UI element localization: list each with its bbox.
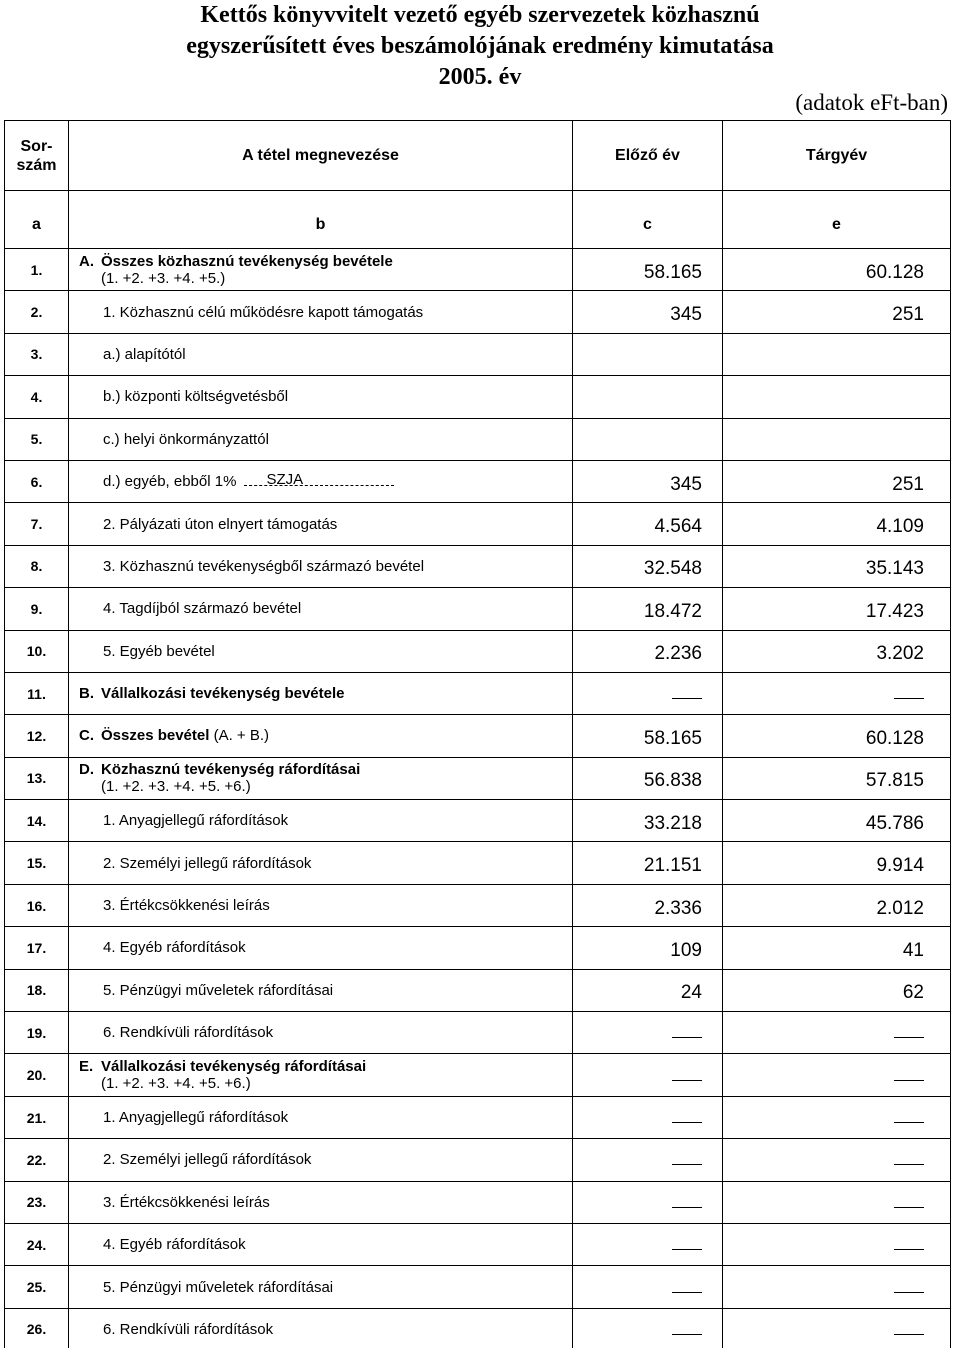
row-number: 16. — [5, 884, 69, 926]
previous-year-value — [573, 1096, 723, 1138]
table-row — [5, 969, 951, 1011]
row-label: Összes bevétel — [101, 727, 210, 745]
row-label-cell — [69, 1139, 573, 1181]
row-number: 20. — [5, 1054, 69, 1096]
section-letter: C. — [79, 727, 94, 745]
row-label-cell — [69, 1223, 573, 1265]
row-label: c.) helyi önkormányzattól — [103, 430, 269, 448]
dash-value — [672, 1249, 702, 1250]
row-number: 5. — [5, 418, 69, 460]
row-number: 19. — [5, 1012, 69, 1054]
current-year-value: 60.128 — [723, 249, 951, 291]
dash-value — [894, 1207, 924, 1208]
previous-year-value — [573, 1054, 723, 1096]
row-label: a.) alapítótól — [103, 345, 186, 363]
table-row — [5, 757, 951, 799]
row-label-cell — [69, 800, 573, 842]
dash-value — [894, 1080, 924, 1081]
current-year-value — [723, 333, 951, 375]
row-label-cell — [69, 588, 573, 630]
table-row — [5, 249, 951, 291]
table-row — [5, 1308, 951, 1348]
current-year-value — [723, 1308, 951, 1348]
row-label-cell — [69, 1096, 573, 1138]
current-year-value: 9.914 — [723, 842, 951, 884]
table-row — [5, 630, 951, 672]
current-year-value: 3.202 — [723, 630, 951, 672]
row-label: 1. Anyagjellegű ráfordítások — [103, 812, 289, 830]
dash-value — [894, 1292, 924, 1293]
row-label: 5. Pénzügyi műveletek ráfordításai — [103, 1278, 334, 1296]
previous-year-value: 2.336 — [573, 884, 723, 926]
current-year-value — [723, 1223, 951, 1265]
szja-label: SZJA — [266, 471, 304, 489]
current-year-value: 17.423 — [723, 588, 951, 630]
row-number: 6. — [5, 460, 69, 502]
current-year-value — [723, 672, 951, 714]
dash-value — [672, 1292, 702, 1293]
table-row — [5, 1012, 951, 1054]
row-number: 9. — [5, 588, 69, 630]
dash-value — [672, 1080, 702, 1081]
previous-year-value — [573, 1266, 723, 1308]
dash-value — [672, 1207, 702, 1208]
table-row — [5, 1181, 951, 1223]
income-statement-table — [4, 120, 951, 1348]
dash-value — [672, 1037, 702, 1038]
row-number: 10. — [5, 630, 69, 672]
row-label: 3. Értékcsökkenési leírás — [103, 1193, 270, 1211]
previous-year-value: 2.236 — [573, 630, 723, 672]
row-number: 4. — [5, 376, 69, 418]
table-row — [5, 376, 951, 418]
row-label: 4. Egyéb ráfordítások — [103, 939, 246, 957]
current-year-value — [723, 376, 951, 418]
column-letter-row — [5, 191, 951, 249]
row-number: 7. — [5, 503, 69, 545]
row-label-cell — [69, 1054, 573, 1096]
current-year-value — [723, 1139, 951, 1181]
current-year-value — [723, 418, 951, 460]
row-label-cell — [69, 757, 573, 799]
previous-year-value — [573, 376, 723, 418]
row-number: 17. — [5, 927, 69, 969]
dash-value — [894, 1122, 924, 1123]
current-year-value: 60.128 — [723, 715, 951, 757]
row-label: Vállalkozási tevékenység ráfordításai — [101, 1058, 367, 1076]
dash-value — [894, 1334, 924, 1335]
current-year-value — [723, 1054, 951, 1096]
previous-year-value: 345 — [573, 460, 723, 502]
previous-year-value: 345 — [573, 291, 723, 333]
row-label: 1. Közhasznú célú működésre kapott támogatás — [103, 303, 424, 321]
dash-value — [672, 1334, 702, 1335]
row-label-cell — [69, 291, 573, 333]
column-letter-b: b — [69, 191, 573, 249]
previous-year-value: 18.472 — [573, 588, 723, 630]
previous-year-value: 4.564 — [573, 503, 723, 545]
row-label: 1. Anyagjellegű ráfordítások — [103, 1109, 289, 1126]
row-number: 12. — [5, 715, 69, 757]
table-row — [5, 503, 951, 545]
current-year-value: 62 — [723, 969, 951, 1011]
table-row — [5, 588, 951, 630]
column-letter-c: c — [573, 191, 723, 249]
previous-year-value — [573, 1181, 723, 1223]
row-label-cell — [69, 715, 573, 757]
current-year-value — [723, 1012, 951, 1054]
row-number: 13. — [5, 757, 69, 799]
previous-year-value: 56.838 — [573, 757, 723, 799]
szja-field — [236, 473, 394, 490]
column-letter-a: a — [5, 191, 69, 249]
previous-year-value: 24 — [573, 969, 723, 1011]
row-label: 5. Pénzügyi műveletek ráfordításai — [103, 981, 334, 999]
table-row — [5, 1139, 951, 1181]
column-letter-e: e — [723, 191, 951, 249]
row-number: 15. — [5, 842, 69, 884]
header-previous-year: Előző év — [573, 121, 723, 191]
row-number: 26. — [5, 1308, 69, 1348]
row-label-cell — [69, 503, 573, 545]
current-year-value: 45.786 — [723, 800, 951, 842]
dash-value — [672, 698, 702, 699]
previous-year-value — [573, 1223, 723, 1265]
row-label: d.) egyéb, ebből 1% — [103, 473, 237, 491]
dash-value — [672, 1164, 702, 1165]
current-year-value — [723, 1181, 951, 1223]
table-row — [5, 1266, 951, 1308]
previous-year-value — [573, 1308, 723, 1348]
row-label: 6. Rendkívüli ráfordítások — [103, 1320, 274, 1338]
previous-year-value — [573, 333, 723, 375]
row-label-cell — [69, 460, 573, 502]
row-label: 2. Személyi jellegű ráfordítások — [103, 1151, 312, 1169]
row-label-cell — [69, 1181, 573, 1223]
row-label-cell — [69, 1308, 573, 1348]
current-year-value: 41 — [723, 927, 951, 969]
row-number: 22. — [5, 1139, 69, 1181]
table-row — [5, 333, 951, 375]
row-sublabel: (1. +2. +3. +4. +5. +6.) — [101, 1075, 251, 1093]
row-number: 21. — [5, 1096, 69, 1138]
row-sublabel: (1. +2. +3. +4. +5. +6.) — [101, 778, 251, 796]
row-label: 3. Közhasznú tevékenységből származó bevétel — [103, 557, 425, 575]
table-row — [5, 291, 951, 333]
dash-value — [894, 1037, 924, 1038]
header-sorszam — [5, 121, 69, 191]
row-label-cell — [69, 969, 573, 1011]
title-line-3: 2005. év — [438, 64, 522, 90]
current-year-value — [723, 1266, 951, 1308]
table-row — [5, 842, 951, 884]
row-label-cell — [69, 1012, 573, 1054]
table-row — [5, 1054, 951, 1096]
row-label-suffix: (A. + B.) — [213, 727, 270, 745]
table-row — [5, 1223, 951, 1265]
header-current-year: Tárgyév — [723, 121, 951, 191]
previous-year-value: 58.165 — [573, 715, 723, 757]
section-letter: B. — [79, 685, 94, 703]
row-number: 25. — [5, 1266, 69, 1308]
previous-year-value: 33.218 — [573, 800, 723, 842]
row-label: Összes közhasznú tevékenység bevétele — [101, 252, 393, 270]
previous-year-value: 21.151 — [573, 842, 723, 884]
row-label-cell — [69, 249, 573, 291]
row-label-cell — [69, 418, 573, 460]
row-number: 23. — [5, 1181, 69, 1223]
row-number: 18. — [5, 969, 69, 1011]
report-title — [0, 0, 960, 93]
table-row — [5, 800, 951, 842]
section-letter: A. — [79, 252, 94, 270]
units-note: (adatok eFt-ban) — [795, 90, 948, 115]
row-label-cell — [69, 630, 573, 672]
previous-year-value: 58.165 — [573, 249, 723, 291]
header-sorszam-line1: Sor- — [20, 137, 53, 155]
dash-value — [894, 1249, 924, 1250]
title-line-2: egyszerűsített éves beszámolójának eredmény kimutatása — [186, 33, 774, 59]
table-row — [5, 715, 951, 757]
header-item-name: A tétel megnevezése — [69, 121, 573, 191]
current-year-value: 57.815 — [723, 757, 951, 799]
table-row — [5, 672, 951, 714]
row-label-cell — [69, 884, 573, 926]
previous-year-value: 32.548 — [573, 545, 723, 587]
row-number: 24. — [5, 1223, 69, 1265]
current-year-value — [723, 1096, 951, 1138]
header-sorszam-line2: szám — [16, 156, 57, 174]
row-label-cell — [69, 545, 573, 587]
dash-value — [672, 1122, 702, 1123]
row-label-cell — [69, 1266, 573, 1308]
table-row — [5, 927, 951, 969]
row-label-cell — [69, 842, 573, 884]
row-label: 2. Személyi jellegű ráfordítások — [103, 854, 312, 872]
row-label: 2. Pályázati úton elnyert támogatás — [103, 515, 338, 533]
row-number: 1. — [5, 249, 69, 291]
row-label-cell — [69, 672, 573, 714]
row-number: 14. — [5, 800, 69, 842]
table-row — [5, 460, 951, 502]
table-row — [5, 884, 951, 926]
row-number: 2. — [5, 291, 69, 333]
row-label: 5. Egyéb bevétel — [103, 642, 215, 660]
dash-value — [894, 1164, 924, 1165]
row-number: 11. — [5, 672, 69, 714]
current-year-value: 4.109 — [723, 503, 951, 545]
row-label: Vállalkozási tevékenység bevétele — [101, 685, 345, 703]
current-year-value: 2.012 — [723, 884, 951, 926]
row-label: 4. Tagdíjból származó bevétel — [103, 600, 302, 618]
dash-value — [894, 698, 924, 699]
table-header-row — [5, 121, 951, 191]
row-label: 3. Értékcsökkenési leírás — [103, 897, 270, 915]
row-label-cell — [69, 927, 573, 969]
row-label-cell — [69, 376, 573, 418]
row-number: 8. — [5, 545, 69, 587]
row-label: Közhasznú tevékenység ráfordításai — [101, 761, 361, 779]
table-row — [5, 545, 951, 587]
row-label: 6. Rendkívüli ráfordítások — [103, 1024, 274, 1042]
row-label: 4. Egyéb ráfordítások — [103, 1236, 246, 1254]
previous-year-value — [573, 1139, 723, 1181]
row-sublabel: (1. +2. +3. +4. +5.) — [101, 269, 226, 287]
table-row — [5, 1096, 951, 1138]
current-year-value: 251 — [723, 460, 951, 502]
row-label-cell — [69, 333, 573, 375]
current-year-value: 251 — [723, 291, 951, 333]
section-letter: E. — [79, 1058, 94, 1076]
previous-year-value — [573, 1012, 723, 1054]
table-row — [5, 418, 951, 460]
previous-year-value: 109 — [573, 927, 723, 969]
section-letter: D. — [79, 761, 94, 779]
previous-year-value — [573, 418, 723, 460]
title-line-1: Kettős könyvvitelt vezető egyéb szervezetek közhasznú — [200, 2, 760, 28]
current-year-value: 35.143 — [723, 545, 951, 587]
row-label: b.) központi költségvetésből — [103, 388, 289, 406]
row-number: 3. — [5, 333, 69, 375]
previous-year-value — [573, 672, 723, 714]
